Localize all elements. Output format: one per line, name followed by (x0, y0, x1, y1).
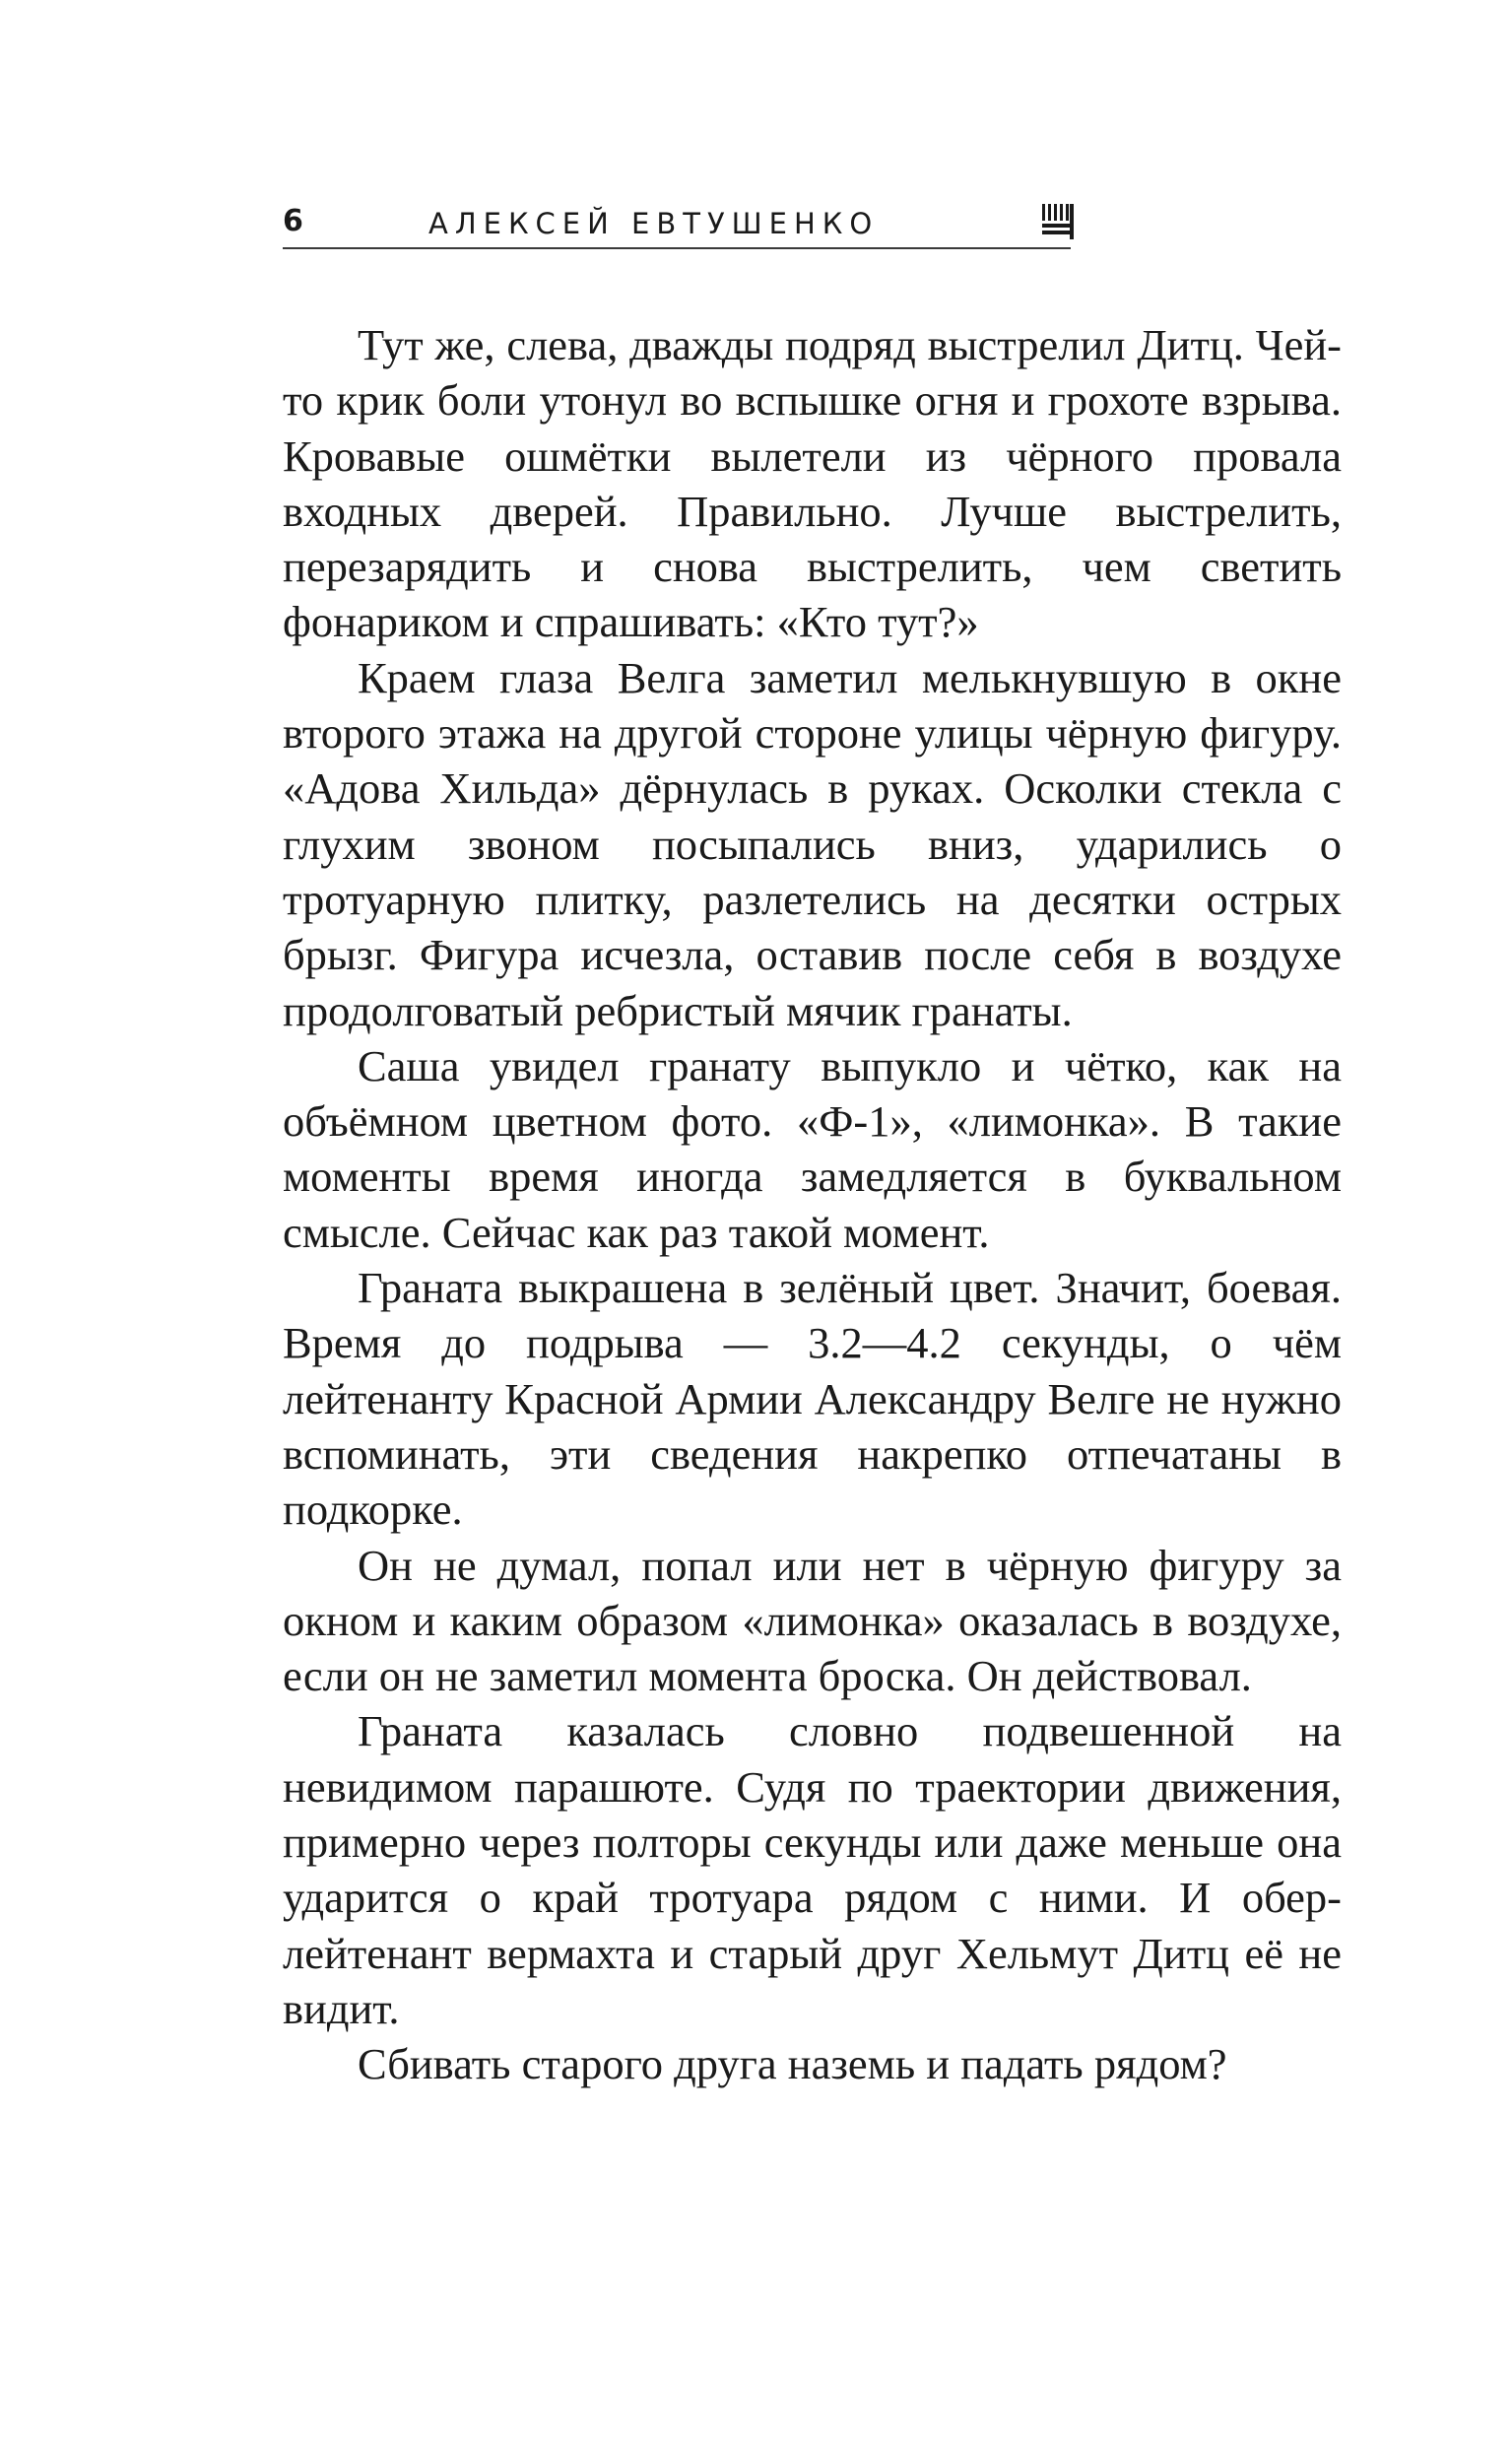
paragraph: Краем глаза Велга заметил мелькнувшую в окне второго этажа на другой стороне улицы чёрную фигуру. «Адова Хильда» дёрнулась в руках. Осколки стекла с глухим звоном посыпались вниз, ударились о тротуарную плитку, разлетелись на десятки острых брызг. Фигура исчезла, оставив после себя в воздухе продолговатый ребристый мячик гранаты. (283, 652, 1342, 1035)
paragraph: Саша увидел гранату выпукло и чётко, как на объёмном цветном фото. «Ф-1», «лимонка». В такие моменты время иногда замедляется в буквальном смысле. Сейчас как раз такой момент. (283, 1040, 1342, 1257)
paragraph: Сбивать старого друга наземь и падать рядом? (358, 2039, 1227, 2089)
paragraph: Граната выкрашена в зелёный цвет. Значит, боевая. Время до подрыва — 3.2—4.2 секунды, о чём лейтенанту Красной Армии Александру Велге не нужно вспоминать, эти сведения накрепко отпечатаны в подкорке. (283, 1263, 1342, 1535)
running-header (283, 202, 1071, 249)
author-name: АЛЕКСЕЙ ЕВТУШЕНКО (428, 207, 880, 240)
paragraph: Он не думал, попал или нет в чёрную фигуру за окном и каким образом «лимонка» оказалась в воздухе, если он не заметил момента броска. Он действовал. (283, 1540, 1342, 1701)
publisher-logo-icon (1042, 204, 1074, 239)
body-text (283, 317, 1342, 2092)
page-number: 6 (283, 204, 303, 238)
paragraph: Граната казалась словно подвешенной на невидимом парашюте. Судя по траектории движения, примерно через полторы секунды или даже меньше она ударится о край тротуара рядом с ними. И обер-лейтенант вермахта и старый друг Хельмут Дитц её не видит. (283, 1706, 1342, 2033)
paragraph: Тут же, слева, дважды подряд выстрелил Дитц. Чей-то крик боли утонул во вспышке огня и грохоте взрыва. Кровавые ошмётки вылетели из чёрного провала входных дверей. Правильно. Лучше выстрелить, перезарядить и снова выстрелить, чем светить фонариком и спрашивать: «Кто тут?» (283, 320, 1342, 647)
